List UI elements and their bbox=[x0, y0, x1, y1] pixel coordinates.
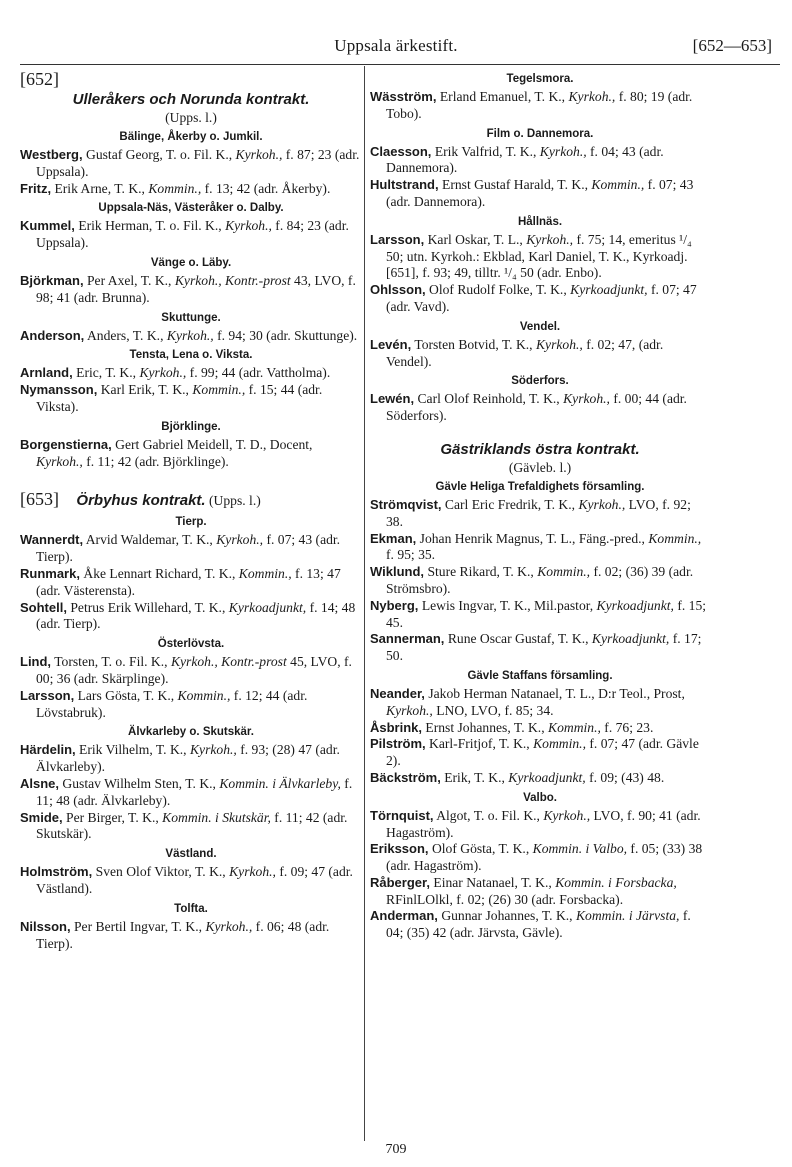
clergy-dates: f. 84; 23 (adr. Uppsala). bbox=[36, 218, 349, 251]
clergy-entry bbox=[370, 720, 710, 737]
clergy-dates: f. 12; 44 (adr. Lövstabruk). bbox=[36, 687, 308, 720]
parish-heading: Gävle Staffans församling. bbox=[467, 669, 613, 682]
clergy-surname: Nilsson, bbox=[20, 918, 71, 934]
clergy-entry bbox=[20, 532, 362, 566]
clergy-surname: Ekman, bbox=[370, 530, 417, 546]
clergy-entry bbox=[370, 232, 710, 282]
clergy-dates: f. 05; (33) 38 (adr. Hagaström). bbox=[386, 841, 703, 874]
column-divider bbox=[364, 66, 365, 1141]
clergy-office: Kyrkoh., bbox=[36, 453, 83, 469]
parish-heading: Vendel. bbox=[519, 320, 561, 333]
clergy-dates: f. 02; 47, (adr. Vendel). bbox=[386, 336, 664, 369]
section-region: (Gävleb. l.) bbox=[508, 459, 572, 475]
section-title: Gästriklands östra kontrakt. bbox=[440, 440, 640, 458]
clergy-entry bbox=[370, 497, 710, 531]
clergy-office: Kommin. i Forsbacka, bbox=[555, 874, 677, 890]
clergy-details: Sven Olof Viktor, T. K., bbox=[95, 864, 230, 880]
clergy-entry bbox=[20, 382, 362, 416]
clergy-details: Petrus Erik Willehard, T. K., bbox=[70, 599, 229, 615]
clergy-entry bbox=[370, 631, 710, 665]
clergy-entry bbox=[20, 919, 362, 953]
clergy-office: Kommin., bbox=[648, 530, 702, 546]
clergy-details: Sture Rikard, T. K., bbox=[427, 564, 538, 580]
clergy-entry bbox=[20, 365, 362, 382]
clergy-entry bbox=[370, 391, 710, 425]
clergy-office: Kommin., bbox=[537, 564, 591, 580]
clergy-surname: Arnland, bbox=[20, 365, 73, 381]
clergy-details: Ernst Johannes, T. K., bbox=[425, 719, 549, 735]
clergy-entry bbox=[370, 875, 710, 909]
clergy-surname: Alsne, bbox=[20, 775, 60, 791]
clergy-dates: f. 11; 48 (adr. Älvkarleby). bbox=[36, 775, 353, 808]
clergy-dates: f. 99; 44 (adr. Vattholma). bbox=[186, 365, 331, 381]
clergy-details: Erik Herman, T. o. Fil. K., bbox=[78, 218, 226, 234]
clergy-surname: Hultstrand, bbox=[370, 177, 439, 193]
clergy-surname: Sannerman, bbox=[370, 631, 445, 647]
clergy-entry bbox=[370, 770, 710, 787]
clergy-office: Kyrkoh., bbox=[535, 336, 583, 352]
clergy-surname: Larsson, bbox=[20, 687, 75, 703]
clergy-details: Olof Rudolf Folke, T. K., bbox=[429, 282, 571, 298]
clergy-details: Carl Eric Fredrik, T. K., bbox=[444, 496, 579, 512]
parish-heading: Vänge o. Läby. bbox=[150, 256, 232, 269]
clergy-dates: f. 07; 47 (adr. Gävle 2). bbox=[386, 736, 699, 769]
clergy-office: Kyrkoh., bbox=[139, 365, 187, 381]
clergy-surname: Claesson, bbox=[370, 143, 432, 159]
clergy-details: Gunnar Johannes, T. K., bbox=[441, 908, 576, 924]
clergy-surname: Fritz, bbox=[20, 180, 52, 196]
section-region: (Upps. l.) bbox=[209, 493, 261, 509]
clergy-dates: f. 11; 42 (adr. Skutskär). bbox=[36, 809, 348, 842]
clergy-details: Torsten Botvid, T. K., bbox=[414, 336, 536, 352]
parish-heading: Tensta, Lena o. Viksta. bbox=[129, 349, 253, 362]
clergy-surname: Wiklund, bbox=[370, 564, 425, 580]
clergy-details: Per Birger, T. K., bbox=[66, 809, 163, 825]
clergy-office: Kyrkoadjunkt, bbox=[591, 631, 670, 647]
section-number: [652] bbox=[20, 69, 59, 89]
parish-heading: Bälinge, Åkerby o. Jumkil. bbox=[119, 131, 263, 143]
clergy-entry bbox=[20, 273, 362, 307]
clergy-office: Kommin. i Valbo, bbox=[532, 841, 628, 857]
clergy-surname: Bäckström, bbox=[370, 769, 441, 785]
clergy-entry bbox=[370, 564, 710, 598]
clergy-office: Kommin., bbox=[548, 719, 601, 735]
clergy-dates: f. 93; (28) 47 (adr. Älvkarleby). bbox=[36, 742, 340, 775]
clergy-dates: LNO, LVO, f. 85; 34. bbox=[432, 702, 554, 718]
clergy-details: Erik Vilhelm, T. K., bbox=[79, 742, 190, 758]
clergy-dates: f. 80; 19 (adr. Tobo). bbox=[386, 89, 693, 121]
clergy-entry bbox=[20, 864, 362, 898]
clergy-entry bbox=[370, 808, 710, 842]
section-number: [653] bbox=[20, 489, 59, 510]
clergy-dates: f. 07; 43 (adr. Tierp). bbox=[36, 532, 341, 565]
clergy-surname: Smide, bbox=[20, 809, 63, 825]
clergy-dates: f. 94; 30 (adr. Skuttunge). bbox=[213, 327, 358, 343]
clergy-office: Kyrkoh., bbox=[225, 218, 272, 234]
clergy-surname: Nyberg, bbox=[370, 597, 419, 613]
clergy-dates: f. 13; 42 (adr. Åkerby). bbox=[201, 180, 331, 196]
clergy-office: Kyrkoh., bbox=[386, 702, 433, 718]
parish-heading: Älvkarleby o. Skutskär. bbox=[128, 726, 254, 739]
clergy-surname: Sohtell, bbox=[20, 599, 67, 615]
clergy-surname: Anderson, bbox=[20, 327, 85, 343]
clergy-dates: f. 15; 44 (adr. Viksta). bbox=[36, 382, 323, 414]
clergy-office: Kyrkoadjunkt, bbox=[570, 282, 648, 298]
clergy-dates: f. 04; 43 (adr. Dannemora). bbox=[386, 143, 664, 176]
clergy-office: Kommin., bbox=[148, 180, 202, 196]
clergy-details: Per Bertil Ingvar, T. K., bbox=[73, 918, 206, 934]
right-column bbox=[370, 68, 710, 942]
clergy-surname: Råberger, bbox=[370, 874, 430, 890]
clergy-office: Kyrkoh., bbox=[235, 147, 283, 162]
page-number: 709 bbox=[385, 1142, 407, 1157]
running-title: Uppsala ärkestift. bbox=[334, 36, 458, 55]
clergy-dates: f. 09; 47 (adr. Västland). bbox=[36, 864, 353, 896]
parish-heading: Västland. bbox=[165, 848, 217, 861]
parish-heading: Tegelsmora. bbox=[506, 73, 574, 85]
clergy-surname: Härdelin, bbox=[20, 742, 76, 758]
clergy-dates: f. 07; 47 (adr. Vavd). bbox=[386, 282, 697, 314]
clergy-surname: Pilström, bbox=[370, 736, 426, 752]
clergy-entry bbox=[20, 742, 362, 776]
clergy-surname: Björkman, bbox=[20, 272, 84, 288]
clergy-details: Johan Henrik Magnus, T. L., Fäng.-pred., bbox=[419, 530, 649, 546]
parish-heading: Gävle Heliga Trefaldighets församling. bbox=[435, 480, 645, 493]
clergy-office: Kyrkoadjunkt, bbox=[228, 599, 307, 615]
parish-heading: Hållnäs. bbox=[517, 215, 563, 228]
clergy-entry bbox=[20, 218, 362, 252]
parish-heading: Valbo. bbox=[523, 791, 557, 804]
parish-heading: Uppsala-Näs, Västeråker o. Dalby. bbox=[98, 202, 284, 215]
clergy-office: Kyrkoh., bbox=[578, 496, 626, 512]
clergy-office: Kyrkoadjunkt, bbox=[596, 597, 674, 613]
clergy-details: Erland Emanuel, T. K., bbox=[439, 89, 569, 104]
clergy-entry bbox=[370, 144, 710, 178]
clergy-dates: f. 09; (43) 48. bbox=[585, 769, 665, 785]
clergy-dates: f. 76; 23. bbox=[600, 719, 654, 735]
clergy-office: Kommin. i Älvkarleby, bbox=[219, 775, 341, 791]
section-heading bbox=[20, 488, 362, 511]
clergy-entry bbox=[370, 686, 710, 720]
clergy-details: Gert Gabriel Meidell, T. D., Docent, bbox=[115, 436, 313, 452]
clergy-entry bbox=[20, 437, 362, 471]
clergy-dates: f. 11; 42 (adr. Björklinge). bbox=[82, 453, 229, 469]
clergy-details: Einar Natanael, T. K., bbox=[433, 874, 556, 890]
clergy-office: Kyrkoh., Kontr.-prost bbox=[170, 654, 287, 670]
clergy-details: Ernst Gustaf Harald, T. K., bbox=[442, 177, 592, 193]
clergy-dates: f. 14; 48 (adr. Tierp). bbox=[36, 599, 356, 632]
clergy-details: Gustaf Georg, T. o. Fil. K., bbox=[86, 147, 236, 162]
clergy-details: Olof Gösta, T. K., bbox=[431, 841, 533, 857]
clergy-office: Kyrkoh., bbox=[166, 327, 214, 343]
clergy-details: Eric, T. K., bbox=[76, 365, 140, 381]
clergy-entry bbox=[20, 688, 362, 722]
section-groups bbox=[20, 515, 362, 952]
clergy-entry bbox=[20, 810, 362, 844]
clergy-details: Anders, T. K., bbox=[86, 327, 167, 343]
clergy-surname: Strömqvist, bbox=[370, 496, 442, 512]
clergy-entry bbox=[20, 776, 362, 810]
clergy-surname: Wannerdt, bbox=[20, 532, 84, 548]
clergy-dates: f. 95; 35. bbox=[386, 547, 436, 563]
header-rule bbox=[20, 64, 780, 65]
clergy-office: Kyrkoh., bbox=[568, 89, 616, 104]
clergy-office: Kyrkoh., bbox=[539, 143, 587, 159]
clergy-entry bbox=[370, 908, 710, 942]
clergy-dates: LVO, f. 92; 38. bbox=[386, 496, 691, 529]
clergy-surname: Neander, bbox=[370, 685, 425, 701]
clergy-dates: 43, LVO, f. 98; 41 (adr. Brunna). bbox=[36, 272, 356, 305]
clergy-details: Gustav Wilhelm Sten, T. K., bbox=[62, 775, 220, 791]
section-groups bbox=[370, 480, 710, 942]
left-column bbox=[20, 68, 362, 952]
parish-heading: Österlövsta. bbox=[157, 638, 225, 651]
clergy-entry bbox=[370, 337, 710, 371]
clergy-details: Erik Valfrid, T. K., bbox=[434, 143, 540, 159]
clergy-office: Kommin., bbox=[238, 565, 292, 581]
clergy-office: Kommin. i Järvsta, bbox=[575, 908, 680, 924]
clergy-surname: Holmström, bbox=[20, 864, 93, 880]
clergy-dates: f. 13; 47 (adr. Västerensta). bbox=[36, 565, 341, 598]
clergy-dates: f. 07; 43 (adr. Dannemora). bbox=[386, 177, 694, 209]
parish-heading: Söderfors. bbox=[511, 375, 569, 388]
parish-heading: Film o. Dannemora. bbox=[486, 127, 594, 140]
clergy-dates: f. 00; 44 (adr. Söderfors). bbox=[386, 391, 687, 424]
clergy-dates: f. 87; 23 (adr. Uppsala). bbox=[36, 147, 360, 179]
clergy-office: Kommin., bbox=[177, 687, 231, 703]
clergy-office: Kyrkoh., bbox=[205, 918, 253, 934]
clergy-surname: Levén, bbox=[370, 336, 412, 352]
clergy-details: Per Axel, T. K., bbox=[86, 272, 175, 288]
clergy-details: Karl Erik, T. K., bbox=[100, 382, 193, 398]
clergy-dates: f. 06; 48 (adr. Tierp). bbox=[36, 918, 330, 951]
clergy-dates: 45, LVO, f. 00; 36 (adr. Skärplinge). bbox=[36, 654, 352, 686]
clergy-entry bbox=[20, 328, 362, 345]
parish-heading: Tolfta. bbox=[174, 902, 208, 915]
clergy-office: Kyrkoadjunkt, bbox=[508, 769, 586, 785]
clergy-details: Erik, T. K., bbox=[444, 769, 509, 785]
clergy-office: Kommin., bbox=[192, 382, 246, 398]
page-header bbox=[20, 36, 772, 62]
parish-heading: Björklinge. bbox=[161, 420, 221, 433]
clergy-office: Kommin., bbox=[591, 177, 645, 193]
clergy-details: Erik Arne, T. K., bbox=[54, 180, 149, 196]
clergy-entry bbox=[370, 282, 710, 316]
clergy-office: Kyrkoh., bbox=[526, 231, 574, 247]
clergy-details: Karl-Fritjof, T. K., bbox=[429, 736, 534, 752]
section-title: Örbyhus kontrakt. bbox=[76, 492, 206, 510]
parish-heading: Skuttunge. bbox=[161, 311, 221, 324]
clergy-dates: f. 17; 50. bbox=[386, 631, 702, 664]
clergy-office: Kyrkoh., bbox=[229, 864, 276, 880]
clergy-surname: Eriksson, bbox=[370, 841, 429, 857]
clergy-entry bbox=[370, 531, 710, 565]
clergy-details: Algot, T. o. Fil. K., bbox=[436, 807, 544, 823]
clergy-details: Arvid Waldemar, T. K., bbox=[85, 532, 217, 548]
clergy-details: Rune Oscar Gustaf, T. K., bbox=[447, 631, 592, 647]
clergy-surname: Lind, bbox=[20, 654, 52, 670]
clergy-details: Carl Olof Reinhold, T. K., bbox=[417, 391, 564, 407]
clergy-dates: f. 04; (35) 42 (adr. Järvsta, Gävle). bbox=[386, 908, 691, 941]
clergy-surname: Runmark, bbox=[20, 565, 80, 581]
clergy-details: Karl Oskar, T. L., bbox=[427, 231, 527, 247]
clergy-details: Lars Gösta, T. K., bbox=[77, 687, 178, 703]
page-range: [652—653] bbox=[692, 36, 772, 55]
clergy-office: Kommin. i Skutskär, bbox=[162, 809, 271, 825]
clergy-entry bbox=[370, 89, 710, 123]
clergy-surname: Westberg, bbox=[20, 147, 83, 162]
clergy-details: Jakob Herman Natanael, T. L., D:r Teol., Prost, bbox=[428, 685, 685, 701]
clergy-dates: f. 15; 45. bbox=[386, 597, 707, 630]
section-groups bbox=[20, 130, 362, 470]
clergy-dates: RFinlLOlkl, f. 02; (26) 30 (adr. Forsbacka). bbox=[386, 891, 624, 907]
clergy-surname: Wäsström, bbox=[370, 89, 437, 104]
clergy-entry bbox=[20, 181, 362, 198]
clergy-surname: Larsson, bbox=[370, 231, 425, 247]
clergy-office: Kyrkoh., bbox=[543, 807, 591, 823]
parish-heading: Tierp. bbox=[175, 516, 207, 529]
clergy-entry bbox=[20, 600, 362, 634]
clergy-office: Kyrkoh., Kontr.-prost bbox=[174, 272, 291, 288]
clergy-dates: f. 02; (36) 39 (adr. Strömsbro). bbox=[386, 564, 694, 596]
clergy-details: Lewis Ingvar, T. K., Mil.pastor, bbox=[421, 597, 597, 613]
clergy-entry bbox=[20, 566, 362, 600]
clergy-surname: Nymansson, bbox=[20, 382, 98, 398]
clergy-entry bbox=[370, 841, 710, 875]
clergy-entry bbox=[370, 736, 710, 770]
clergy-entry bbox=[20, 147, 362, 181]
clergy-surname: Borgenstierna, bbox=[20, 436, 112, 452]
clergy-entry bbox=[370, 598, 710, 632]
section-title: Ulleråkers och Norunda kontrakt. bbox=[72, 91, 310, 108]
clergy-dates: LVO, f. 90; 41 (adr. Hagaström). bbox=[386, 807, 701, 840]
clergy-details: Torsten, T. o. Fil. K., bbox=[54, 654, 171, 670]
clergy-entry bbox=[370, 177, 710, 211]
section-groups bbox=[370, 72, 710, 425]
clergy-surname: Åsbrink, bbox=[370, 719, 423, 735]
clergy-surname: Lewén, bbox=[370, 391, 415, 407]
clergy-office: Kyrkoh., bbox=[216, 532, 264, 548]
clergy-surname: Anderman, bbox=[370, 908, 438, 924]
clergy-entry bbox=[20, 654, 362, 688]
clergy-surname: Ohlsson, bbox=[370, 282, 426, 298]
clergy-dates: f. 75; 14, emeritus ¹/₄ 50; utn. Kyrkoh.: Ekblad, Karl Daniel, T. K., Kyrkoadj. [651], f. 93; 49, tilltr. ¹/₄ 50 (adr. Enbo). bbox=[386, 231, 692, 281]
clergy-office: Kyrkoh., bbox=[563, 391, 610, 407]
clergy-surname: Törnquist, bbox=[370, 807, 434, 823]
clergy-office: Kyrkoh., bbox=[189, 742, 237, 758]
clergy-surname: Kummel, bbox=[20, 218, 75, 234]
clergy-office: Kommin., bbox=[533, 736, 586, 752]
clergy-details: Åke Lennart Richard, T. K., bbox=[83, 565, 239, 581]
section-region: (Upps. l.) bbox=[165, 110, 217, 125]
